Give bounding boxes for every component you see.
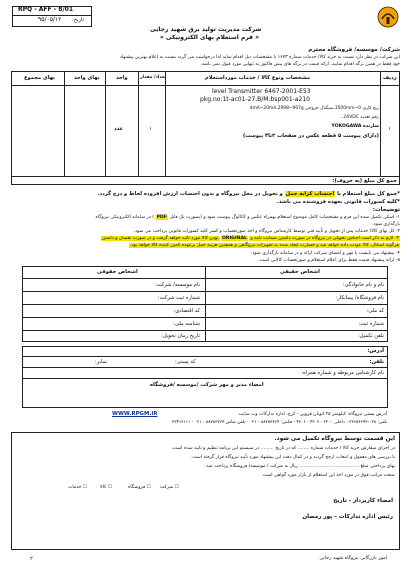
expert-label[interactable]: نام کارشناس مربوطه و شماره همراه: xyxy=(301,370,384,376)
row-index: ۱ xyxy=(388,126,391,132)
real-field-3[interactable]: کد ملی: xyxy=(366,308,384,314)
contact-website[interactable]: WWW.RPGM.IR xyxy=(112,411,158,417)
real-field-5[interactable]: تلفن تکمیل: xyxy=(358,333,384,339)
signature-label: امضاء مدیر و مهر شرکت /موسسه /فروشگاه xyxy=(150,382,264,388)
form-title: « فرم استعلام بهای الکترونیکی » xyxy=(160,34,259,41)
real-field-4[interactable]: شماره ثبت: xyxy=(358,321,384,327)
contact-phones: تلفن: ۰۲۸-۳۳۶۵۶۶۹۳ - داخلی ۳۲۰۰ - ۴۳۰۷ - ۴۳۰۶ - فکس: ۸۸۷۸۳۷۶۴ - ۰۲۱ - تلفن تماس ۸۸۷۸۳۷۶۴ - ۰۲۱ - ۳۳۴۱۳۱۱۱ xyxy=(171,420,387,425)
approval-line-1: در اجرای سفارش خرید کالا / خدمات شماره ........ که در تاریخ ......... در سیستم این برنامه تنظیم و تایید شده است، xyxy=(171,446,395,451)
legal-field-2[interactable]: شماره ثبت شرکت: xyxy=(157,295,200,301)
check-goods[interactable]: ☐ کالا xyxy=(100,485,112,490)
approval-line-4: صحت مراتب فوق در مورد اخذ این استعلام از بازار مورد گواهی است. xyxy=(261,473,395,478)
check-store[interactable]: ☐ فروشگاه xyxy=(128,485,151,490)
date-label: تاریخ: xyxy=(72,17,85,23)
col-legal: اشخاص حقوقی xyxy=(97,269,138,275)
row-unit: عدد xyxy=(114,126,124,132)
real-field-1[interactable]: نام و نام خانوادگی: xyxy=(342,282,384,288)
note-3: ۳- لازم به ذکر است اجناس تحویلی در نیروگاه در صورت داشتن ضمانت نامه و ORIGINAL بودن کالا مورد تائید خواهد گرفت و در صورت نقصان و داشتن xyxy=(101,236,399,241)
page-number: ۲ xyxy=(30,556,33,562)
company-name: شرکت مدیریت تولید برق شهید رجایی xyxy=(150,26,262,33)
department-footer: امور بازرگانی نیروگاه شهید رجایی xyxy=(319,556,387,561)
spec-line-6: (دارای پیوست ۵ قطعه عکس در صفحات ۲تا۴ پیوست) xyxy=(242,133,379,139)
spec-line-4: رقم تغذیه 24VDC ، xyxy=(340,115,379,120)
address-label[interactable]: آدرس: xyxy=(367,348,384,354)
col-header-index: ردیف xyxy=(383,75,397,81)
signer-2: رئیس اداره تدارکات – پور رمضان xyxy=(302,514,393,520)
notes-title: توضیحات: xyxy=(372,207,400,213)
legal-field-1[interactable]: نام موسسه/ شرکت: xyxy=(154,282,200,288)
intro-line-1: این شرکت در نظر دارد نسبت به خرید کالا/ خدمات شماره ۱۶۷۳ با مشخصات ذیل اقدام نماید لذا درخواست می گردد نسبت به اعلام بهترین پیشنهاد xyxy=(119,55,400,60)
note-5: ۵- ارائه پیشنهاد قیمت فقط برای اعلام استعلام و صورتحساب کالایی است. xyxy=(258,258,400,263)
note-3-cont: هرگونه اشکال، کالا عودت داده خواهد شد و خسارت ایجاد شده به تجهیزات نیروگاهی و همچنین هزینه حمل برعهده تامین کننده کالا خواهد بود. xyxy=(130,243,399,248)
row-quantity: ۱ xyxy=(149,126,152,132)
col-header-spec: مشخصات ونوع کالا / خدمات مورداستعلام xyxy=(205,75,311,81)
approval-title: این قسمت توسط نیروگاه تکمیل می شود. xyxy=(274,436,395,442)
phone-label[interactable]: تلفن: xyxy=(369,359,384,365)
note-star-1: *جمع کل مبلغ استعلام با احتساب کرایه حمل و تحویل در محل نیروگاه و بدون احتساب ارزش افزوده لحاظ و درج گردد. xyxy=(97,191,400,197)
spec-line-3: رنج کاری 3500mm~0،سیگنال خروجی 4mA~20mA،2098~907g xyxy=(249,106,379,111)
legal-field-4[interactable]: شناسه ملی: xyxy=(173,321,200,327)
greeting: شرکت/ موسسه/ فروشگاه محترم xyxy=(308,47,400,53)
check-services[interactable]: ☐ خدمات xyxy=(68,485,88,490)
date-value: ۹۵/۰۵/۱۲ xyxy=(38,16,62,23)
spec-line-5: سازنده YOKOGAWA xyxy=(331,124,379,129)
real-field-2[interactable]: نام فروشگاه/ پیمانکار: xyxy=(335,295,384,301)
note-4: ۴- پیشنهاد می بایست با مهر و امضای شرکت ارائه و در سامانه بارگذاری شود. xyxy=(250,251,400,256)
col-real: اشخاص حقیقی xyxy=(280,269,320,275)
legal-field-5[interactable]: تاریخ زمان تحویل: xyxy=(161,333,200,339)
approval-line-3: بهای پرداختی مبلغ ......................................... ریال به شرکت / موسسه/ فروشگاه پرداخت شد. xyxy=(204,464,395,469)
col-header-quantity: تعداد/ مقدار xyxy=(140,75,167,80)
note-1: ۱- اسکن تکمیل شده این فرم و مشخصات کامل موضوع استعلام بهمراه عکس و کاتالوگ پیوست شود و (بصورت یک فایل PDF ) در سامانه الکترونیکی نیروگاه xyxy=(95,215,400,220)
legal-field-3[interactable]: کد اقتصادی: xyxy=(173,308,200,314)
intro-line-2: خود فقط در همین برگه اقدام نمایید، ارائه قیمت در برگه های پیش فاکتور به تنهایی مورد قبول نمی باشد. xyxy=(200,62,400,67)
spec-line-1: level Transmitter 6467-2001-E53 xyxy=(212,88,311,95)
company-logo xyxy=(376,6,400,28)
postal-label[interactable]: کد پستی: xyxy=(175,359,196,365)
signer-1: امضاء کاربرداز - تاریخ xyxy=(333,498,393,504)
check-company[interactable]: ☐ شرکت xyxy=(160,485,179,490)
spec-line-2: pkg.no:1t-ac01-27,B/M:bsp001-a210 xyxy=(200,96,310,103)
fax-label[interactable]: نمابر: xyxy=(95,359,108,365)
note-1-cont: بارگذاری شود. xyxy=(372,222,400,227)
col-header-total-price: بهای مجموع xyxy=(24,75,56,81)
col-header-unit-price: بهای واحد xyxy=(74,75,100,81)
sum-label: جمع کل مبلغ (به حروف): xyxy=(332,178,397,184)
contact-address: آدرس پستی نیروگاه: کیلومتر ۲۵ اتوبان قزوین - کرج، اداره تدارکات وب سایت xyxy=(238,412,387,417)
form-code: RPQ - AFF - 8/01 xyxy=(18,6,74,13)
col-header-unit: واحد xyxy=(116,75,128,81)
note-2: ۲- کل بهای کالا/ خدمات پس از تحویل و تأیید فنی توسط کارشناس نیروگاه و اخذ صورتحساب و کسر کلیه کسورات قانونی پرداخت می شود. xyxy=(133,229,400,234)
approval-line-2: با بررسی های معمول و انتخاب ارجح گردید و در کمال دقت این پیشنهاد مورد تأیید نیروگاه قرار گرفته است. xyxy=(190,455,395,460)
note-star-2: *کلیه کسورات قانونی بعهده فروشنده می باشد. xyxy=(276,199,400,205)
